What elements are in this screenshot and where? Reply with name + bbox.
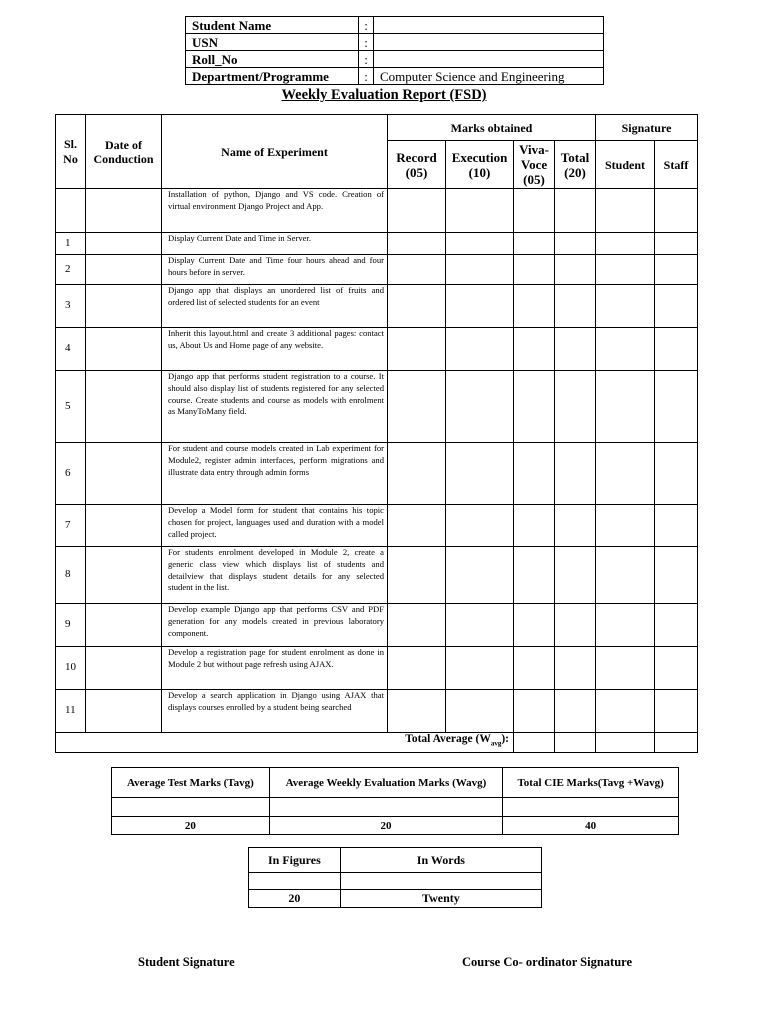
student-signature-label: Student Signature [138, 955, 235, 969]
figures-table [248, 847, 542, 908]
row-sl-no: 4 [56, 328, 86, 371]
row-staff-cell [655, 328, 698, 371]
info-label: Roll_No [186, 51, 359, 68]
row-record-cell [388, 189, 446, 233]
table-row [56, 443, 698, 505]
row-student-cell [596, 233, 655, 255]
row-total-cell [555, 547, 596, 604]
row-staff-cell [655, 371, 698, 443]
row-execution-cell [446, 547, 514, 604]
table-row [56, 604, 698, 647]
row-sl-no: 8 [56, 547, 86, 604]
info-colon: : [359, 17, 374, 34]
info-colon: : [359, 68, 374, 85]
table-row [56, 285, 698, 328]
info-label: USN [186, 34, 359, 51]
figures-empty-cell [249, 873, 341, 890]
header-staff-signature: Staff [655, 141, 698, 189]
row-staff-cell [655, 505, 698, 547]
row-record-cell [388, 328, 446, 371]
header-student-signature: Student [596, 141, 655, 189]
row-total-cell [555, 233, 596, 255]
row-viva-cell [514, 647, 555, 690]
row-execution-cell [446, 647, 514, 690]
row-viva-cell [514, 371, 555, 443]
header-sl-no: Sl. No [56, 115, 86, 189]
averages-empty-cell [503, 798, 679, 817]
row-viva-cell [514, 443, 555, 505]
total-average-label: Total Average $(W_{avg})$: [56, 733, 514, 753]
row-execution-cell [446, 285, 514, 328]
row-sl-no: 2 [56, 255, 86, 285]
row-sl-no: 10 [56, 647, 86, 690]
averages-header: Average Weekly Evaluation Marks (Wavg) [269, 768, 503, 798]
row-record-cell [388, 547, 446, 604]
row-date [86, 604, 162, 647]
row-date [86, 647, 162, 690]
info-value [374, 17, 604, 34]
row-record-cell [388, 233, 446, 255]
row-sl-no: 11 [56, 690, 86, 733]
info-value: Computer Science and Engineering [374, 68, 604, 85]
table-row [56, 371, 698, 443]
row-total-cell [555, 255, 596, 285]
report-title-text: Weekly Evaluation Report (FSD) [281, 87, 487, 103]
row-experiment-name: Inherit this layout.html and create 3 additional pages: contact us, About Us and Home page of any website. [162, 328, 388, 371]
row-experiment-name: Develop a search application in Django using AJAX that displays courses enrolled by a student being searched [162, 690, 388, 733]
row-staff-cell [655, 647, 698, 690]
row-student-cell [596, 285, 655, 328]
row-total-cell [555, 604, 596, 647]
row-experiment-name: For student and course models created in Lab experiment for Module2, register admin interfaces, perform migrations and illustrate data entry through admin forms [162, 443, 388, 505]
row-total-cell [555, 371, 596, 443]
row-viva-cell [514, 285, 555, 328]
header-signature: Signature [596, 115, 698, 141]
row-student-cell [596, 690, 655, 733]
row-staff-cell [655, 690, 698, 733]
info-colon: : [359, 51, 374, 68]
row-student-cell [596, 647, 655, 690]
info-row [186, 68, 604, 85]
row-date [86, 371, 162, 443]
row-execution-cell [446, 328, 514, 371]
row-total-cell [555, 189, 596, 233]
row-total-cell [555, 285, 596, 328]
row-staff-cell [655, 255, 698, 285]
averages-empty-cell [112, 798, 270, 817]
report-title [0, 87, 768, 104]
row-date [86, 233, 162, 255]
row-execution-cell [446, 505, 514, 547]
total-average-cell [555, 733, 596, 753]
figures-value: Twenty [340, 890, 541, 908]
row-staff-cell [655, 604, 698, 647]
row-record-cell [388, 604, 446, 647]
row-total-cell [555, 647, 596, 690]
table-row [56, 189, 698, 233]
header-marks-obtained: Marks obtained [388, 115, 596, 141]
table-row [56, 328, 698, 371]
row-student-cell [596, 189, 655, 233]
row-student-cell [596, 371, 655, 443]
row-date [86, 189, 162, 233]
row-staff-cell [655, 547, 698, 604]
averages-value: 20 [112, 817, 270, 835]
row-experiment-name: Django app that performs student registration to a course. It should also display list of students registered for any selected course. Create students and course as models with enrolment as ManyToMany field. [162, 371, 388, 443]
figures-empty-cell [340, 873, 541, 890]
figures-header: In Figures [249, 848, 341, 873]
row-student-cell [596, 547, 655, 604]
averages-header: Average Test Marks (Tavg) [112, 768, 270, 798]
row-date [86, 255, 162, 285]
row-viva-cell [514, 505, 555, 547]
row-execution-cell [446, 443, 514, 505]
row-student-cell [596, 443, 655, 505]
row-viva-cell [514, 690, 555, 733]
row-staff-cell [655, 233, 698, 255]
total-average-cell [655, 733, 698, 753]
row-viva-cell [514, 547, 555, 604]
row-sl-no [56, 189, 86, 233]
row-experiment-name: Develop a Model form for student that contains his topic chosen for project, languages used and duration with a model called project. [162, 505, 388, 547]
evaluation-table [55, 114, 698, 753]
row-execution-cell [446, 189, 514, 233]
row-staff-cell [655, 285, 698, 328]
row-sl-no: 7 [56, 505, 86, 547]
row-date [86, 328, 162, 371]
info-row [186, 51, 604, 68]
row-execution-cell [446, 604, 514, 647]
table-row [56, 647, 698, 690]
figures-value: 20 [249, 890, 341, 908]
row-record-cell [388, 647, 446, 690]
header-total: Total (20) [555, 141, 596, 189]
row-execution-cell [446, 233, 514, 255]
table-row [56, 255, 698, 285]
info-label: Department/Programme [186, 68, 359, 85]
coordinator-signature-label: Course Co- ordinator Signature [462, 955, 633, 969]
row-staff-cell [655, 189, 698, 233]
header-execution: Execution (10) [446, 141, 514, 189]
total-average-cell [514, 733, 555, 753]
row-student-cell [596, 255, 655, 285]
row-sl-no: 5 [56, 371, 86, 443]
row-total-cell [555, 328, 596, 371]
row-sl-no: 6 [56, 443, 86, 505]
row-record-cell [388, 285, 446, 328]
row-viva-cell [514, 233, 555, 255]
info-value [374, 51, 604, 68]
table-row [56, 690, 698, 733]
row-sl-no: 1 [56, 233, 86, 255]
table-row [56, 547, 698, 604]
row-viva-cell [514, 255, 555, 285]
student-info-table [185, 16, 604, 85]
averages-value: 40 [503, 817, 679, 835]
info-row [186, 34, 604, 51]
header-viva-voce: Viva- Voce (05) [514, 141, 555, 189]
header-record: Record (05) [388, 141, 446, 189]
info-value [374, 34, 604, 51]
row-record-cell [388, 505, 446, 547]
row-execution-cell [446, 371, 514, 443]
row-experiment-name: Django app that displays an unordered list of fruits and ordered list of selected students for an event [162, 285, 388, 328]
row-viva-cell [514, 189, 555, 233]
table-row [56, 505, 698, 547]
row-date [86, 285, 162, 328]
row-date [86, 547, 162, 604]
averages-table [111, 767, 679, 835]
total-average-cell [596, 733, 655, 753]
row-record-cell [388, 371, 446, 443]
averages-value: 20 [269, 817, 503, 835]
row-viva-cell [514, 328, 555, 371]
header-experiment-name: Name of Experiment [162, 115, 388, 189]
row-experiment-name: Display Current Date and Time four hours ahead and four hours before in server. [162, 255, 388, 285]
figures-header: In Words [340, 848, 541, 873]
row-execution-cell [446, 255, 514, 285]
row-execution-cell [446, 690, 514, 733]
row-experiment-name: Develop example Django app that performs CSV and PDF generation for any models created in previous laboratory component. [162, 604, 388, 647]
row-total-cell [555, 505, 596, 547]
row-sl-no: 3 [56, 285, 86, 328]
row-record-cell [388, 690, 446, 733]
row-date [86, 690, 162, 733]
table-row [56, 233, 698, 255]
row-record-cell [388, 255, 446, 285]
row-total-cell [555, 443, 596, 505]
row-student-cell [596, 604, 655, 647]
row-sl-no: 9 [56, 604, 86, 647]
row-experiment-name: For students enrolment developed in Module 2, create a generic class view which displays list of students and detailview that displays student details for any selected student in the list. [162, 547, 388, 604]
row-experiment-name: Display Current Date and Time in Server. [162, 233, 388, 255]
info-row [186, 17, 604, 34]
row-staff-cell [655, 443, 698, 505]
row-student-cell [596, 505, 655, 547]
averages-empty-cell [269, 798, 503, 817]
averages-header: Total CIE Marks(Tavg +Wavg) [503, 768, 679, 798]
row-experiment-name: Installation of python, Django and VS code. Creation of virtual environment Django Project and App. [162, 189, 388, 233]
row-date [86, 505, 162, 547]
row-student-cell [596, 328, 655, 371]
row-viva-cell [514, 604, 555, 647]
row-date [86, 443, 162, 505]
info-label: Student Name [186, 17, 359, 34]
row-record-cell [388, 443, 446, 505]
info-colon: : [359, 34, 374, 51]
row-total-cell [555, 690, 596, 733]
row-experiment-name: Develop a registration page for student enrolment as done in Module 2 but without page refresh using AJAX. [162, 647, 388, 690]
header-date: Date of Conduction [86, 115, 162, 189]
